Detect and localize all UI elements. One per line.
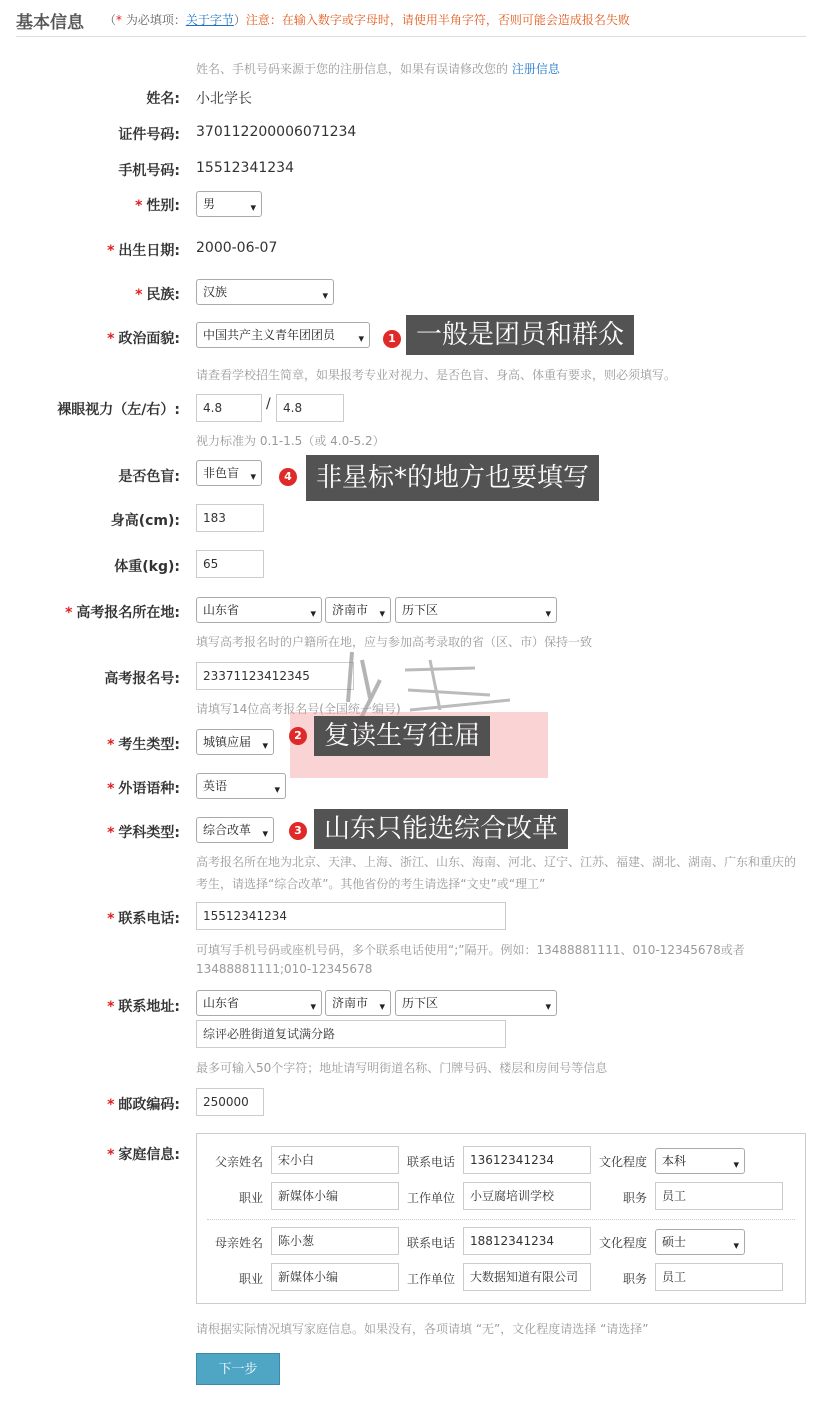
vision-label: 裸眼视力（左/右）: bbox=[57, 402, 180, 418]
contact-phone-input[interactable]: 15512341234 bbox=[196, 902, 506, 930]
address-label: * 联系地址: bbox=[107, 999, 180, 1015]
mother-phone-input[interactable]: 18812341234 bbox=[463, 1227, 591, 1255]
father-phone-label: 联系电话 bbox=[406, 1155, 455, 1169]
mother-post-input[interactable]: 员工 bbox=[655, 1263, 783, 1291]
weight-input[interactable]: 65 bbox=[196, 550, 264, 578]
mother-job-label: 职业 bbox=[238, 1272, 263, 1286]
watermark-logo bbox=[290, 640, 550, 790]
father-post-label: 职务 bbox=[622, 1191, 647, 1205]
father-edu-label: 文化程度 bbox=[598, 1155, 647, 1169]
chevron-down-icon: ▾ bbox=[250, 470, 256, 483]
father-work-label: 工作单位 bbox=[406, 1191, 455, 1205]
mother-name-input[interactable]: 陈小葱 bbox=[271, 1227, 399, 1255]
father-work-input[interactable]: 小豆腐培训学校 bbox=[463, 1182, 591, 1210]
birth-value: 2000-06-07 bbox=[196, 240, 278, 256]
mother-work-input[interactable]: 大数据知道有限公司 bbox=[463, 1263, 591, 1291]
ethnicity-select[interactable]: 汉族 ▾ bbox=[196, 279, 334, 305]
contact-phone-hint-1: 可填写手机号码或座机号码，多个联系电话使用“;”隔开。例如：13488881111、010-12345678或者 bbox=[196, 943, 745, 957]
family-divider bbox=[207, 1219, 795, 1220]
chevron-down-icon: ▾ bbox=[310, 1000, 316, 1013]
callout-3: 山东只能选综合改革 bbox=[314, 809, 568, 849]
subject-type-hint-2: 考生，请选择“综合改革”。其他省份的考生请选择“文史”或“理工” bbox=[196, 877, 546, 891]
subject-type-hint-1: 高考报名所在地为北京、天津、上海、浙江、山东、海南、河北、辽宁、江苏、福建、湖北、湖南、广东和重庆的 bbox=[196, 855, 797, 869]
chevron-down-icon: ▾ bbox=[262, 739, 268, 752]
mother-job-input[interactable]: 新媒体小编 bbox=[271, 1263, 399, 1291]
address-hint: 最多可输入50个字符；地址请写明街道名称、门牌号码、楼层和房间号等信息 bbox=[196, 1061, 608, 1075]
mother-edu-label: 文化程度 bbox=[598, 1236, 647, 1250]
chevron-down-icon: ▾ bbox=[733, 1158, 739, 1171]
chevron-down-icon: ▾ bbox=[274, 783, 280, 796]
callout-badge-4: 4 bbox=[279, 468, 297, 486]
vision-right-input[interactable]: 4.8 bbox=[276, 394, 344, 422]
postcode-input[interactable]: 250000 bbox=[196, 1088, 264, 1116]
address-province-select[interactable]: 山东省 ▾ bbox=[196, 990, 322, 1016]
chevron-down-icon: ▾ bbox=[733, 1239, 739, 1252]
exam-number-hint: 请填写14位高考报名号(全国统一编号) bbox=[196, 702, 401, 716]
name-value: 小北学长 bbox=[196, 91, 252, 107]
language-select[interactable]: 英语 ▾ bbox=[196, 773, 286, 799]
exam-location-hint: 填写高考报名时的户籍所在地，应与参加高考录取的省（区、市）保持一致 bbox=[196, 635, 593, 649]
father-post-input[interactable]: 员工 bbox=[655, 1182, 783, 1210]
father-phone-input[interactable]: 13612341234 bbox=[463, 1146, 591, 1174]
gender-select[interactable]: 男 ▾ bbox=[196, 191, 262, 217]
callout-badge-1: 1 bbox=[383, 330, 401, 348]
mother-name-label: 母亲姓名 bbox=[214, 1236, 263, 1250]
exam-location-label: * 高考报名所在地: bbox=[65, 605, 180, 621]
father-edu-select[interactable]: 本科 ▾ bbox=[655, 1148, 745, 1174]
callout-2: 复读生写往届 bbox=[314, 716, 490, 756]
id-label: 证件号码: bbox=[118, 127, 180, 143]
birth-label: * 出生日期: bbox=[107, 243, 180, 259]
register-info-link[interactable]: 注册信息 bbox=[511, 62, 560, 76]
language-label: * 外语语种: bbox=[107, 781, 180, 797]
callout-1: 一般是团员和群众 bbox=[406, 315, 634, 355]
exam-city-select[interactable]: 济南市 ▾ bbox=[325, 597, 391, 623]
callout-badge-3: 3 bbox=[289, 822, 307, 840]
chevron-down-icon: ▾ bbox=[310, 607, 316, 620]
mother-phone-label: 联系电话 bbox=[406, 1236, 455, 1250]
chevron-down-icon: ▾ bbox=[250, 201, 256, 214]
candidate-type-label: * 考生类型: bbox=[107, 737, 180, 753]
exam-number-label: 高考报名号: bbox=[104, 671, 180, 687]
colorblind-label: 是否色盲: bbox=[118, 469, 180, 485]
father-name-label: 父亲姓名 bbox=[214, 1155, 263, 1169]
subject-type-select[interactable]: 综合改革 ▾ bbox=[196, 817, 274, 843]
candidate-type-select[interactable]: 城镇应届 ▾ bbox=[196, 729, 274, 755]
vision-separator: / bbox=[266, 396, 271, 412]
vision-left-input[interactable]: 4.8 bbox=[196, 394, 262, 422]
chevron-down-icon: ▾ bbox=[379, 607, 385, 620]
colorblind-select[interactable]: 非色盲 ▾ bbox=[196, 460, 262, 486]
height-label: 身高(cm): bbox=[110, 513, 180, 529]
height-input[interactable]: 183 bbox=[196, 504, 264, 532]
callout-badge-2: 2 bbox=[289, 727, 307, 745]
exam-number-input[interactable]: 23371123412345 bbox=[196, 662, 354, 690]
mother-edu-select[interactable]: 硕士 ▾ bbox=[655, 1229, 745, 1255]
exam-district-select[interactable]: 历下区 ▾ bbox=[395, 597, 557, 623]
phone-value: 15512341234 bbox=[196, 160, 294, 176]
weight-label: 体重(kg): bbox=[114, 559, 180, 575]
postcode-label: * 邮政编码: bbox=[107, 1097, 180, 1113]
phone-label: 手机号码: bbox=[118, 163, 180, 179]
contact-phone-label: * 联系电话: bbox=[107, 911, 180, 927]
required-note: （* 为必填项：关于字节）注意：在输入数字或字母时，请使用半角字符，否则可能会造成报名失败 bbox=[104, 13, 630, 27]
political-hint: 请查看学校招生简章，如果报考专业对视力、是否色盲、身高、体重有要求，则必须填写。 bbox=[196, 368, 677, 382]
intro-hint: 姓名、手机号码来源于您的注册信息，如果有误请修改您的 注册信息 bbox=[196, 62, 560, 76]
about-link[interactable]: 关于字节 bbox=[185, 13, 234, 27]
vision-hint: 视力标准为 0.1-1.5（或 4.0-5.2） bbox=[196, 434, 385, 448]
chevron-down-icon: ▾ bbox=[379, 1000, 385, 1013]
mother-post-label: 职务 bbox=[622, 1272, 647, 1286]
header-divider bbox=[16, 36, 806, 37]
family-label: * 家庭信息: bbox=[107, 1147, 180, 1163]
callout-4: 非星标*的地方也要填写 bbox=[306, 455, 599, 501]
gender-label: * 性别: bbox=[135, 198, 180, 214]
family-info-box bbox=[196, 1133, 806, 1304]
father-name-input[interactable]: 宋小白 bbox=[271, 1146, 399, 1174]
subject-type-label: * 学科类型: bbox=[107, 825, 180, 841]
exam-province-select[interactable]: 山东省 ▾ bbox=[196, 597, 322, 623]
address-district-select[interactable]: 历下区 ▾ bbox=[395, 990, 557, 1016]
chevron-down-icon: ▾ bbox=[358, 332, 364, 345]
father-job-input[interactable]: 新媒体小编 bbox=[271, 1182, 399, 1210]
address-city-select[interactable]: 济南市 ▾ bbox=[325, 990, 391, 1016]
mother-work-label: 工作单位 bbox=[406, 1272, 455, 1286]
father-job-label: 职业 bbox=[238, 1191, 263, 1205]
political-label: * 政治面貌: bbox=[107, 331, 180, 347]
chevron-down-icon: ▾ bbox=[545, 607, 551, 620]
chevron-down-icon: ▾ bbox=[262, 827, 268, 840]
contact-phone-hint-2: 13488881111;010-12345678 bbox=[196, 962, 373, 976]
next-step-button[interactable]: 下一步 bbox=[196, 1353, 280, 1385]
section-title: 基本信息 bbox=[16, 13, 84, 33]
political-select[interactable]: 中国共产主义青年团团员 ▾ bbox=[196, 322, 370, 348]
chevron-down-icon: ▾ bbox=[545, 1000, 551, 1013]
chevron-down-icon: ▾ bbox=[322, 289, 328, 302]
family-hint: 请根据实际情况填写家庭信息。如果没有，各项请填 “无”，文化程度请选择 “请选择” bbox=[196, 1322, 649, 1336]
id-value: 370112200006071234 bbox=[196, 124, 357, 140]
ethnicity-label: * 民族: bbox=[135, 287, 180, 303]
name-label: 姓名: bbox=[146, 91, 180, 107]
address-street-input[interactable]: 综评必胜街道复试满分路 bbox=[196, 1020, 506, 1048]
